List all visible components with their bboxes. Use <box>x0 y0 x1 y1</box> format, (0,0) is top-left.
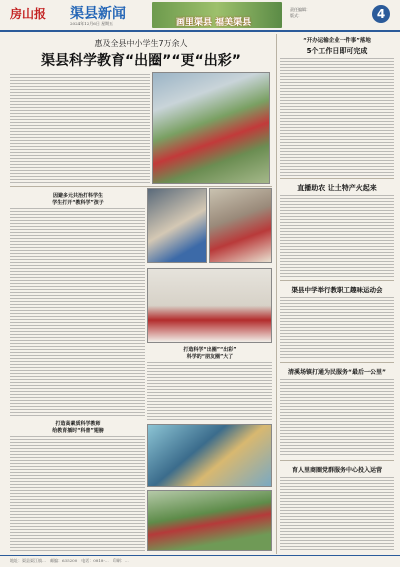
subhead-2 <box>28 420 128 434</box>
masthead-rule <box>0 30 400 32</box>
r5-text <box>280 477 394 551</box>
photo-kids-red <box>147 268 272 343</box>
r2-text <box>280 195 394 277</box>
subhead-1-line2: 学生打开“教科学”孩子 <box>52 200 104 206</box>
r4-headline: 清溪场镇打通为民服务“最后一公里” <box>288 369 386 376</box>
subhead-1 <box>28 192 128 206</box>
subhead-1-line1: 因避多元共治打科学生 <box>52 193 103 199</box>
right-divider-1 <box>280 178 394 179</box>
banner-text: 画里渠县 福美渠县 <box>176 18 252 28</box>
r1-kicker: “开办运输企业一件事”落地 <box>303 38 371 44</box>
r2-headline: 直播助农 让土特产火起来 <box>297 184 377 192</box>
r3-headline: 渠县中学举行教职工趣味运动会 <box>291 286 383 294</box>
photo-teacher <box>147 188 207 263</box>
col2-text <box>147 362 272 422</box>
right-story-1 <box>280 36 394 56</box>
photo-robotics <box>147 424 272 487</box>
lead-headline: 渠县科学教育“出圈”“更“出彩” <box>40 53 241 69</box>
banner-image <box>152 2 282 28</box>
right-divider-2 <box>280 280 394 281</box>
footer-text: 地址：渠县渠江镇… 邮编：635200 电话：0818-… 印刷：… <box>10 558 129 563</box>
col1-text-b <box>10 436 145 551</box>
layout-line: 版式： <box>290 13 302 18</box>
editor-line: 责任编辑： <box>290 7 310 12</box>
right-divider-4 <box>280 460 394 461</box>
lead-photo <box>152 72 270 184</box>
photo-field-activity <box>147 490 272 551</box>
footer-rule <box>0 555 400 556</box>
lead-intro <box>10 74 150 184</box>
subhead-3-line1: 打造科学“出圈”“出彩” <box>183 347 237 353</box>
subhead-2-line2: 给教育插时“科普”翅膀 <box>52 428 104 434</box>
page-number: 4 <box>372 5 390 23</box>
photo-children-lab <box>209 188 272 263</box>
editor-info <box>290 7 310 19</box>
col1-text-a <box>10 208 145 418</box>
right-divider-3 <box>280 362 394 363</box>
r1-text <box>280 58 394 176</box>
r3-text <box>280 297 394 359</box>
paper-logo: 房山报 <box>10 7 47 21</box>
r4-text <box>280 379 394 457</box>
masthead <box>0 0 400 30</box>
subhead-2-line1: 打造高素质科学教师 <box>55 421 101 427</box>
subhead-3 <box>150 346 270 360</box>
subhead-3-line2: 科学的“朋友圈”大了 <box>186 354 234 360</box>
date-line: 2024年12月6日 星期五 <box>70 21 114 26</box>
r1-headline: 5个工作日即可完成 <box>306 47 368 55</box>
divider-1 <box>10 186 272 187</box>
section-title: 渠县新闻 <box>70 6 126 22</box>
lead-kicker: 惠及全县中小学生7万余人 <box>94 39 188 48</box>
r5-headline: 育人里商圈党群服务中心投入运营 <box>291 467 382 474</box>
right-col-divider <box>276 34 277 554</box>
